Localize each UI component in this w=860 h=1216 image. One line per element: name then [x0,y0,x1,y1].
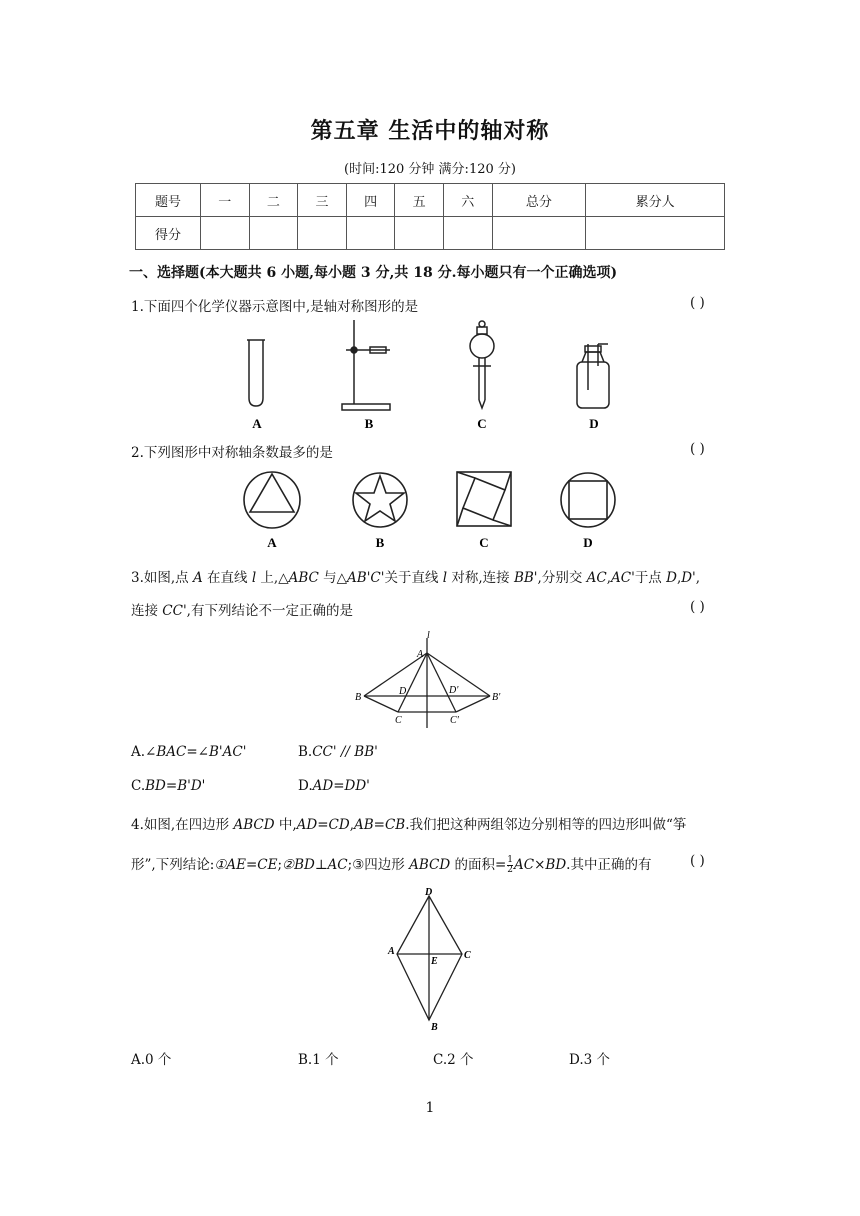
circle-star-icon [353,473,407,527]
option-label: C [477,416,487,431]
option-label: B [375,535,385,550]
answer-blank[interactable]: ( ) [690,853,705,869]
figure-label: D [425,887,433,898]
page-title: 第五章 生活中的轴对称 [310,119,550,144]
q3-option-d[interactable]: D.AD=DD' [298,778,370,794]
option-label: D [583,535,593,550]
question-4-line1: 4.如图,在四边形 ABCD 中,AD=CD,AB=CB.我们把这种两组邻边分别相等的四边形叫做“筝 [131,817,687,833]
option-label: A [267,535,277,550]
score-input-cell[interactable] [346,217,395,250]
score-input-cell[interactable] [586,217,725,250]
table-cell: 累分人 [586,184,725,217]
q4-option-d[interactable]: D.3 个 [569,1052,611,1068]
question-3-line2: 连接 CC',有下列结论不一定正确的是 [131,603,353,619]
table-cell: 三 [298,184,347,217]
fraction: $\frac{1}{2}$ [507,855,514,875]
figure-label: D' [449,685,459,696]
score-table-score-row [136,217,725,250]
figure-label: A [417,649,424,660]
score-input-cell[interactable] [443,217,492,250]
table-cell: 总分 [492,184,586,217]
test-tube-icon [247,340,265,406]
question-1-text: 1.下面四个化学仪器示意图中,是轴对称图形的是 [131,299,419,315]
exam-subtitle: (时间:120 分钟 满分:120 分) [344,162,516,177]
q3-option-a[interactable]: A.∠BAC=∠B'AC' [131,744,247,760]
gas-washing-bottle-icon [577,344,609,408]
q1-figure [230,316,630,434]
figure-label: C' [450,715,459,726]
q2-figure [230,464,630,552]
q4-figure [380,884,480,1036]
figure-label: D [399,686,407,697]
figure-label: E [431,956,438,967]
circle-triangle-icon [244,472,300,528]
answer-blank[interactable]: ( ) [690,441,705,457]
q3-figure [350,628,510,732]
score-input-cell[interactable] [492,217,586,250]
question-3-line1: 3.如图,点 A 在直线 l 上,△ABC 与△AB'C'关于直线 l 对称,连接 BB',分别交 AC,AC'于点 D,D', [131,570,701,586]
section-heading: 一、选择题(本大题共 6 小题,每小题 3 分,共 18 分.每小题只有一个正确选项) [129,265,618,281]
table-cell: 得分 [136,217,201,250]
question-4-line2: 形”,下列结论:①AE=CE;②BD⊥AC;③四边形 ABCD 的面积= $\frac{1}{2}$ AC×BD.其中正确的有 [131,855,652,875]
circle-square-icon [561,473,615,527]
square-pinwheel-icon [457,472,511,526]
score-input-cell[interactable] [298,217,347,250]
figure-label: A [388,946,395,957]
score-input-cell[interactable] [249,217,298,250]
answer-blank[interactable]: ( ) [690,599,705,615]
q4-option-c[interactable]: C.2 个 [433,1052,474,1068]
figure-label: B [431,1022,438,1033]
figure-label: C [464,950,471,961]
figure-label: C [395,715,402,726]
score-input-cell[interactable] [201,217,250,250]
table-cell: 五 [395,184,444,217]
figure-label: B' [492,692,501,703]
table-cell: 四 [346,184,395,217]
option-label: B [364,416,374,431]
q4-option-b[interactable]: B.1 个 [298,1052,339,1068]
answer-blank[interactable]: ( ) [690,295,705,311]
score-input-cell[interactable] [395,217,444,250]
q3-option-b[interactable]: B.CC' // BB' [298,744,378,760]
score-table-header-row [136,184,725,217]
table-cell: 一 [201,184,250,217]
q4-option-a[interactable]: A.0 个 [131,1052,172,1068]
table-cell: 六 [443,184,492,217]
option-label: D [589,416,599,431]
table-cell: 题号 [136,184,201,217]
retort-stand-icon [342,320,390,410]
figure-label: B [355,692,362,703]
separatory-funnel-icon [470,321,494,408]
option-label: A [252,416,262,431]
table-cell: 二 [249,184,298,217]
q3-option-c[interactable]: C.BD=B'D' [131,778,206,794]
page-number: 1 [425,1100,435,1116]
figure-label: l [427,630,430,641]
option-label: C [479,535,489,550]
score-table [135,183,725,250]
question-2-text: 2.下列图形中对称轴条数最多的是 [131,445,333,461]
